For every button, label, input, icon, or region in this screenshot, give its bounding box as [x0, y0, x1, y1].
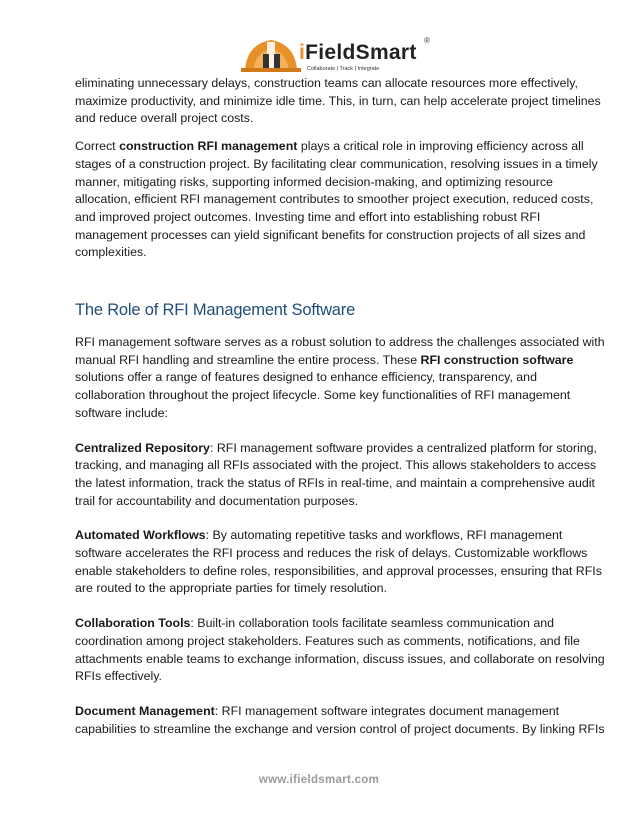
registered-mark: ®: [424, 36, 430, 45]
brand-tagline: Collaborate | Track | Integrate: [307, 66, 380, 72]
p2-before: Correct: [75, 139, 120, 154]
section-heading: The Role of RFI Management Software: [75, 301, 356, 320]
p3-after: solutions offer a range of features designed to enhance efficiency, transparency, and collaboration throughout the project lifecycle. Some key functionalities of RFI management software include:: [75, 370, 571, 420]
p2-after: plays a critical role in improving efficiency across all stages of a construction project. By facilitating clear communication, resolving issues in a timely manner, mitigating risks, supporting informed decision-making, and optimizing resource allocation, efficient RFI management contributes to smoother project execution, reduced costs, and improved project outcomes. Investing time and effort into establishing robust RFI management processes can yield significant benefits for construction projects of all sizes and complexities.: [75, 139, 598, 260]
feature-text: : Built-in collaboration tools facilitate seamless communication and coordination among project stakeholders. Features such as comments, notifications, and file attachments enable teams to exchange information, discuss issues, and collaborate on resolving RFIs effectively.: [75, 616, 605, 684]
brand-name: [299, 42, 417, 63]
feature-title: Document Management: [75, 703, 215, 718]
feature-automated-workflows: [75, 527, 607, 598]
feature-text: : RFI management software integrates document management capabilities to streamline the exchange and version control of project documents. By linking RFIs: [75, 703, 605, 736]
feature-title: Collaboration Tools: [75, 616, 191, 631]
feature-text: : RFI management software provides a centralized platform for storing, tracking, and managing all RFIs associated with the project. This allows stakeholders to access the latest information, track the status of RFIs in real-time, and maintain a comprehensive audit trail for accountability and documentation purposes.: [75, 440, 597, 508]
feature-title: Automated Workflows: [75, 528, 206, 543]
brand-prefix: i: [299, 41, 306, 64]
feature-title: Centralized Repository: [75, 440, 210, 455]
ifieldsmart-logo: [241, 36, 431, 76]
feature-collaboration-tools: [75, 615, 607, 686]
feature-document-management: [75, 703, 607, 738]
hardhat-logo-icon: [241, 36, 301, 72]
feature-text: : By automating repetitive tasks and workflows, RFI management software accelerates the RFI process and reduces the risk of delays. Customizable workflows enable stakeholders to define roles, responsibilities, and approval processes, ensuring that RFIs are routed to the appropriate parties for timely resolution.: [75, 528, 602, 596]
paragraph-3: [75, 334, 607, 423]
p3-before: RFI management software serves as a robust solution to address the challenges associated with manual RFI handling and streamline the entire process. These: [75, 335, 605, 367]
p2-bold: construction RFI management: [119, 139, 298, 154]
brand-rest: FieldSmart: [305, 41, 417, 64]
document-body: [75, 75, 607, 738]
footer-url[interactable]: www.ifieldsmart.com: [258, 774, 380, 786]
paragraph-1: eliminating unnecessary delays, construction teams can allocate resources more effectively, maximize productivity, and minimize idle time. This, in turn, can help accelerate project timelines and reduce overall project costs.: [75, 76, 601, 126]
feature-centralized-repository: [75, 440, 607, 511]
p3-bold: RFI construction software: [420, 352, 574, 367]
paragraph-2: [75, 138, 607, 262]
